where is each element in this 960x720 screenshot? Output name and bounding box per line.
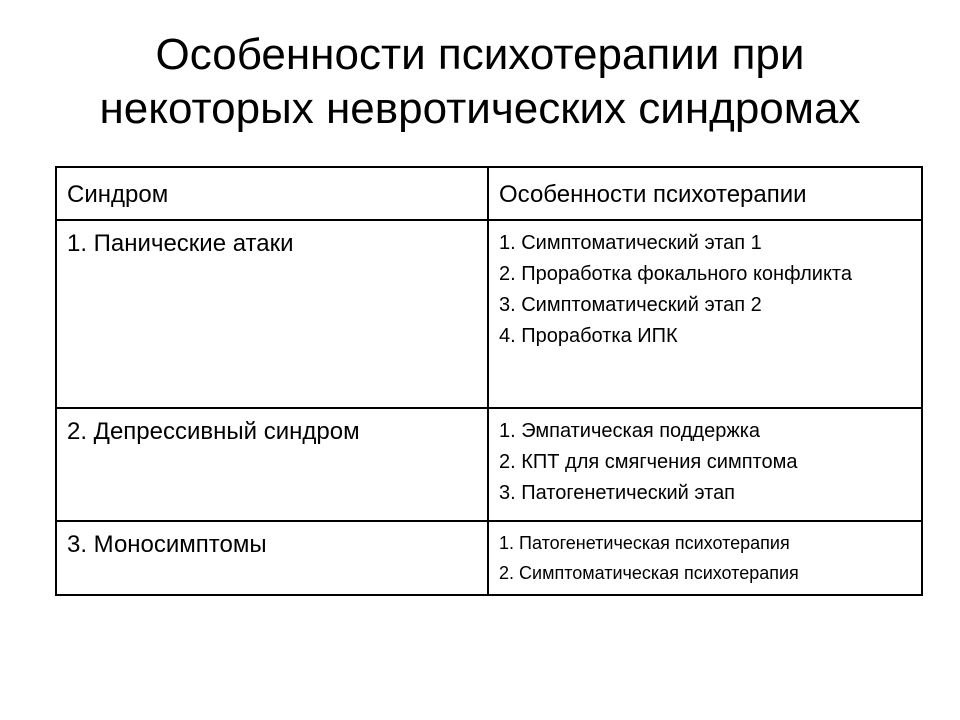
syndrome-cell: 2. Депрессивный синдром: [56, 408, 488, 521]
feature-item: 4. Проработка ИПК: [499, 325, 678, 347]
syndrome-cell: 1. Панические атаки: [56, 220, 488, 408]
syndrome-table: [55, 166, 923, 596]
table-header-row: [56, 167, 922, 220]
header-features: Особенности психотерапии: [488, 167, 922, 220]
feature-item: 3. Патогенетический этап: [499, 482, 736, 504]
features-cell: [488, 521, 922, 595]
feature-item: 1. Симптоматический этап 1: [499, 232, 762, 254]
feature-item: 2. КПТ для смягчения симптома: [499, 451, 798, 473]
features-cell: [488, 220, 922, 408]
syndrome-cell: 3. Моносимптомы: [56, 521, 488, 595]
table-row: [56, 521, 922, 595]
slide-title: [0, 28, 960, 136]
feature-item: 2. Симптоматическая психотерапия: [499, 563, 799, 583]
features-cell: [488, 408, 922, 521]
table-row: [56, 220, 922, 408]
table-row: [56, 408, 922, 521]
feature-item: 1. Эмпатическая поддержка: [499, 420, 761, 442]
feature-item: 1. Патогенетическая психотерапия: [499, 533, 790, 553]
slide-title-line-1: Особенности психотерапии при: [155, 30, 805, 79]
slide-title-line-2: некоторых невротических синдромах: [99, 84, 861, 133]
header-syndrome: Синдром: [56, 167, 488, 220]
feature-item: 3. Симптоматический этап 2: [499, 294, 762, 316]
feature-item: 2. Проработка фокального конфликта: [499, 263, 852, 285]
